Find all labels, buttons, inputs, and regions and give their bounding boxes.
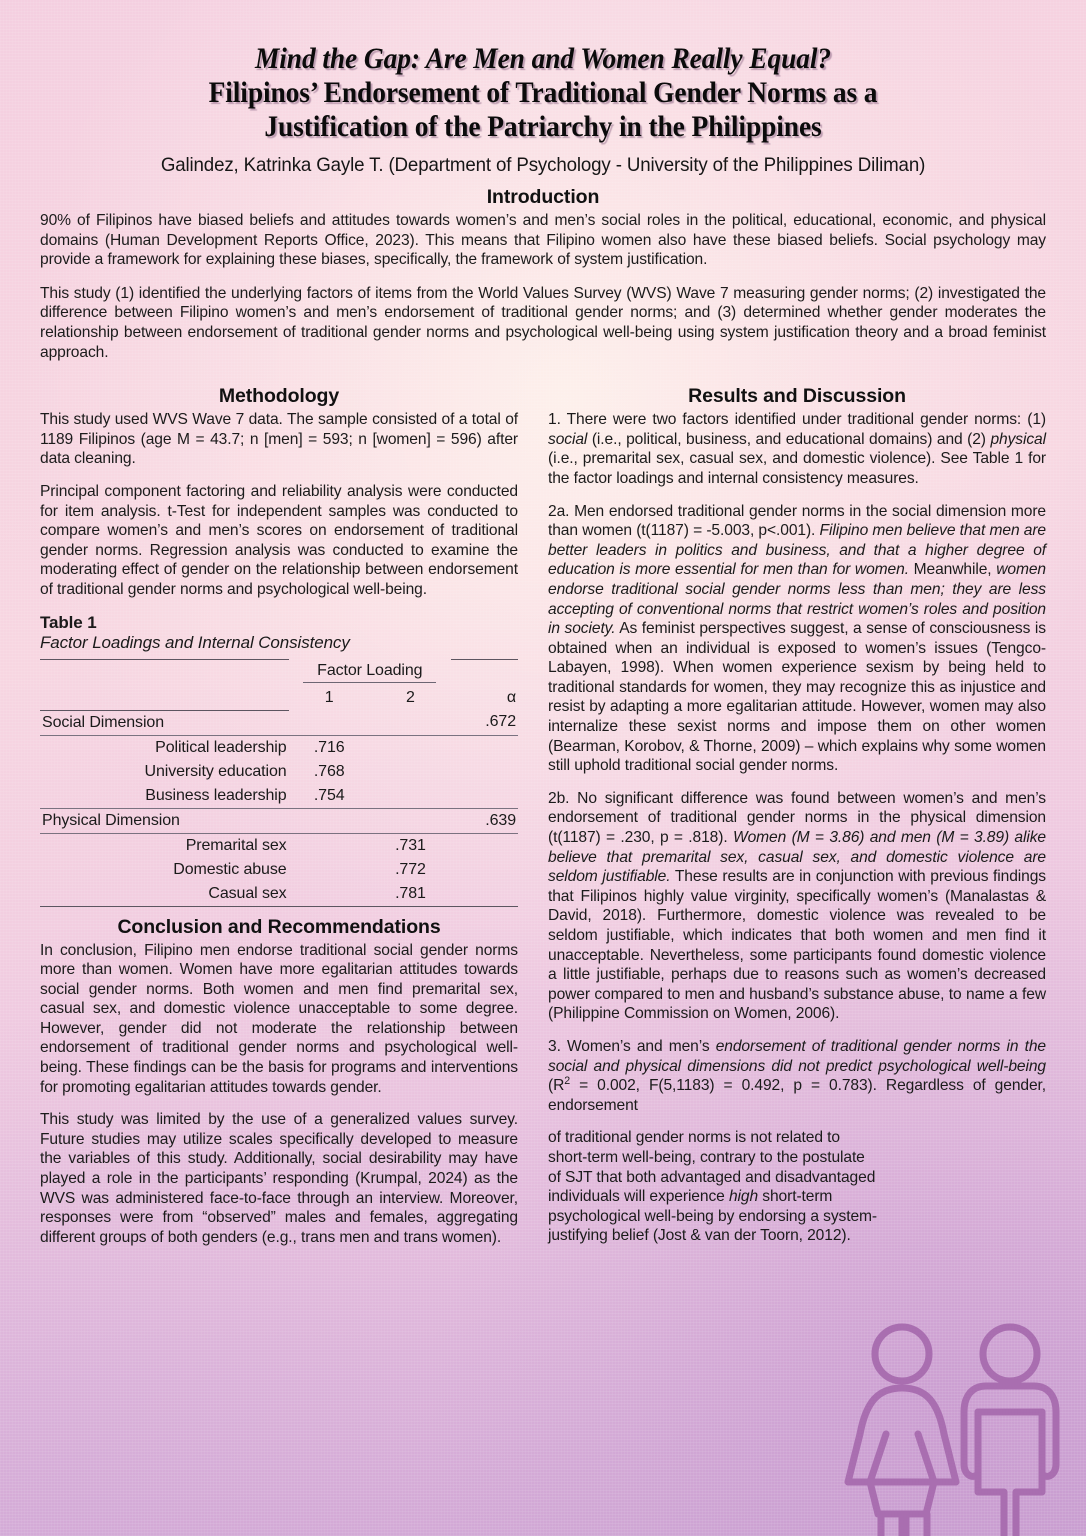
conclusion-paragraph-2: This study was limited by the use of a generalized values survey. Future studies may utilize scales specifically developed to measure the variables of this study. Additionally, social desirability may have played a role in the participants’ responding (Krumpal, 2024) as the WVS was administered face-to-face through an interview. Moreover, responses were from “observed” males and females, aggregating different groups of both genders (e.g., trans men and trans women). <box>40 1111 518 1246</box>
finding-1-emphasis-social: social <box>548 430 588 448</box>
finding-3-tail-emphasis: high <box>728 1188 759 1206</box>
methodology-paragraph-1: This study used WVS Wave 7 data. The sample consisted of a total of 1189 Filipinos (age M = 43.7; n [men] = 593; n [women] = 596) after data cleaning. <box>40 411 518 468</box>
introduction-paragraph-1: 90% of Filipinos have biased beliefs and attitudes towards women’s and men’s social roles in the political, educational, economic, and physical domains (Human Development Reports Office, 2023). This means that Filipino women also have these biased beliefs. Social psychology may provide a framework for explaining these biases, specifically, the framework of system justification. <box>40 212 1046 269</box>
row-factor-1 <box>289 882 370 907</box>
row-label: Social Dimension <box>40 710 289 735</box>
row-factor-1 <box>289 858 370 882</box>
title-line-3: Justification of the Patriarchy in the Philippines <box>264 111 822 143</box>
table-body <box>40 710 518 906</box>
conclusion-section <box>40 916 518 1248</box>
finding-2a-emphasis-2: women endorse traditional social gender norms less than men; they are less accepting of conventional norms that restrict women’s roles and position in society. <box>548 561 1046 638</box>
table-row <box>40 735 518 760</box>
row-alpha: .639 <box>451 808 518 833</box>
row-factor-1 <box>289 710 370 735</box>
results-finding-1 <box>548 410 1046 488</box>
row-alpha <box>451 882 518 907</box>
results-finding-2a <box>548 502 1046 776</box>
row-label: Physical Dimension <box>40 808 289 833</box>
finding-2a-text-c: As feminist perspectives suggest, a sense of consciousness is obtained when an individual is exposed to women’s issues (Tengco-Labayen, 1998). When women experience sexism by being held to traditional standards for women, they may recognize this as injustice and resist by adapting a more egalitarian attitude. However, women may also internalize these sexist norms and impose them on other women (Bearman, Korobov, & Thorne, 2009) – which explains why some women still uphold traditional social gender norms. <box>548 620 1046 775</box>
methodology-section <box>40 385 518 599</box>
gender-pictograms <box>840 1314 1072 1536</box>
row-alpha <box>451 760 518 784</box>
row-factor-1: .768 <box>313 762 345 780</box>
row-factor-2 <box>370 808 451 833</box>
finding-3-tail-text-a: of traditional gender norms is not related to short-term well-being, contrary to the postulate of SJT that both advantaged and disadvantaged individuals will experience <box>548 1129 876 1206</box>
table-row <box>40 760 518 784</box>
finding-2b-emphasis-1: Women (M = 3.86) and men (M = 3.89) alike believe that premarital sex, casual sex, and domestic violence are seldom justifiable. <box>548 829 1046 886</box>
finding-3-text-a: 3. Women’s and men’s <box>548 1037 716 1055</box>
finding-1-text-a: 1. There were two factors identified under traditional gender norms: (1) <box>548 411 1046 429</box>
row-label: Casual sex <box>40 882 289 907</box>
column-header-factor-1: 1 <box>324 689 334 706</box>
row-label: Premarital sex <box>185 836 287 854</box>
row-factor-2 <box>370 710 451 735</box>
row-factor-2 <box>370 760 451 784</box>
row-factor-1 <box>289 808 370 833</box>
finding-2a-emphasis-1: Filipino men believe that men are better leaders in politics and business, and that a higher degree of education is more essential for men than for women. <box>548 522 1046 579</box>
female-pictogram-icon <box>848 1327 956 1536</box>
poster-header <box>40 0 1046 177</box>
row-label: Domestic abuse <box>173 860 287 878</box>
finding-2b-text-a: 2b. No significant difference was found between women’s and men’s endorsement of traditional gender norms in the physical dimension (t(1187) = .230, p = .818). <box>548 789 1046 847</box>
row-label: Business leadership <box>40 784 289 809</box>
body-columns <box>40 376 1046 1247</box>
results-finding-3-tail <box>548 1128 878 1246</box>
finding-1-text-b: (i.e., political, business, and educational domains) and (2) <box>587 430 991 448</box>
row-alpha <box>451 833 518 858</box>
row-factor-2 <box>370 784 451 809</box>
finding-3-emphasis-1: endorsement of traditional gender norms in the social and physical dimensions did not predict psychological well-being <box>548 1037 1046 1075</box>
finding-3-text-c: = 0.002, F(5,1183) = 0.492, p = 0.783). Regardless of gender, endorsement <box>548 1077 1046 1114</box>
row-alpha <box>451 858 518 882</box>
row-factor-1: .754 <box>289 784 370 809</box>
finding-1-emphasis-physical: physical <box>990 430 1046 448</box>
table-column-header-row <box>40 686 518 710</box>
table-label: Table 1 <box>40 612 97 632</box>
row-factor-2: .731 <box>395 836 426 854</box>
methodology-paragraph-2: Principal component factoring and reliability analysis were conducted for item analysis. t-Test for independent samples was conducted to compare women’s and men’s scores on endorsement of traditional gender norms. Regression analysis was conducted to examine the moderating effect of gender on the relationship between endorsement of traditional gender norms and psychological well-being. <box>40 482 518 598</box>
finding-2a-text-b: Meanwhile, <box>908 561 997 579</box>
introduction-section <box>40 186 1046 362</box>
methodology-heading: Methodology <box>218 385 340 408</box>
table-header-span-row <box>40 659 518 686</box>
finding-3-tail-wrap <box>548 1128 878 1246</box>
table-caption: Factor Loadings and Internal Consistency <box>40 632 350 652</box>
column-header-factor-2: 2 <box>406 689 415 706</box>
male-pictogram-icon <box>964 1327 1056 1536</box>
finding-3-tail-text-b: short-term psychological well-being by endorsing a system-justifying belief (Jost & van der Toorn, 2012). <box>548 1188 877 1245</box>
row-factor-2: .781 <box>370 882 451 907</box>
table-row <box>40 710 518 735</box>
table-row <box>40 808 518 833</box>
row-alpha <box>451 784 518 809</box>
row-factor-1: .716 <box>313 738 345 756</box>
row-alpha <box>451 735 518 760</box>
results-heading: Results and Discussion <box>688 385 906 408</box>
row-factor-1 <box>289 833 370 858</box>
introduction-heading: Introduction <box>486 186 600 208</box>
finding-1-text-c: (i.e., premarital sex, casual sex, and domestic violence). See Table 1 for the factor loadings and internal consistency measures. <box>548 450 1046 487</box>
finding-2b-text-b: These results are in conjunction with previous findings that Filipinos highly value virginity, specifically women’s (Manalastas & David, 2018). Furthermore, domestic violence was revealed to be seldom justifiable, which indicates that both women and men find it unacceptable. Nevertheless, some participants found domestic violence a little justifiable, perhaps due to reasons such as women’s decreased power compared to men and husband’s substance abuse, to name a few (Philippine Commission on Women, 2006). <box>548 868 1047 1023</box>
author-affiliation: Galindez, Katrinka Gayle T. (Department of Psychology - University of the Philippines Diliman) <box>160 154 926 176</box>
results-finding-2b <box>548 789 1046 1024</box>
row-factor-2: .772 <box>395 860 426 878</box>
title-line-1: Mind the Gap: Are Men and Women Really Equal? <box>254 43 832 75</box>
table-row <box>40 784 518 809</box>
results-finding-3 <box>548 1037 1046 1115</box>
right-column <box>548 376 1046 1247</box>
table-1-block <box>40 613 518 907</box>
finding-3-text-b: (R <box>548 1077 565 1095</box>
row-label: University education <box>144 762 287 780</box>
table-row <box>40 882 518 907</box>
factor-loadings-table <box>40 659 518 907</box>
table-row <box>40 833 518 858</box>
table-span-header: Factor Loading <box>289 659 452 686</box>
title-line-2: Filipinos’ Endorsement of Traditional Gender Norms as a <box>208 77 878 109</box>
finding-3-r-squared-exponent: 2 <box>564 1074 571 1087</box>
row-factor-2 <box>370 735 451 760</box>
finding-2a-text-a: 2a. Men endorsed traditional gender norms in the social dimension more than women (t(1187) = -5.003, p<.001). <box>548 502 1046 540</box>
introduction-paragraph-2: This study (1) identified the underlying factors of items from the World Values Survey (WVS) Wave 7 measuring gender norms; (2) investigated the difference between Filipino women’s and men’s endorsement of traditional gender norms; and (3) determined whether gender moderates the relationship between endorsement of traditional gender norms and psychological well-being using system justification theory and a broad feminist approach. <box>40 284 1046 361</box>
row-label: Political leadership <box>155 738 287 756</box>
conclusion-paragraph-1: In conclusion, Filipino men endorse traditional social gender norms more than women. Women have more egalitarian attitudes towards social gender norms. Both women and men find premarital sex, casual sex, and domestic violence unacceptable to some degree. However, gender did not moderate the relationship between endorsement of traditional gender norms and psychological well-being. These findings can be the basis for programs and interventions for promoting egalitarian attitudes towards gender. <box>40 941 518 1096</box>
poster-title <box>75 42 1011 144</box>
conclusion-heading: Conclusion and Recommendations <box>117 915 441 938</box>
table-row <box>40 858 518 882</box>
left-column <box>40 376 518 1247</box>
column-header-alpha: α <box>506 689 516 706</box>
row-alpha: .672 <box>451 710 518 735</box>
